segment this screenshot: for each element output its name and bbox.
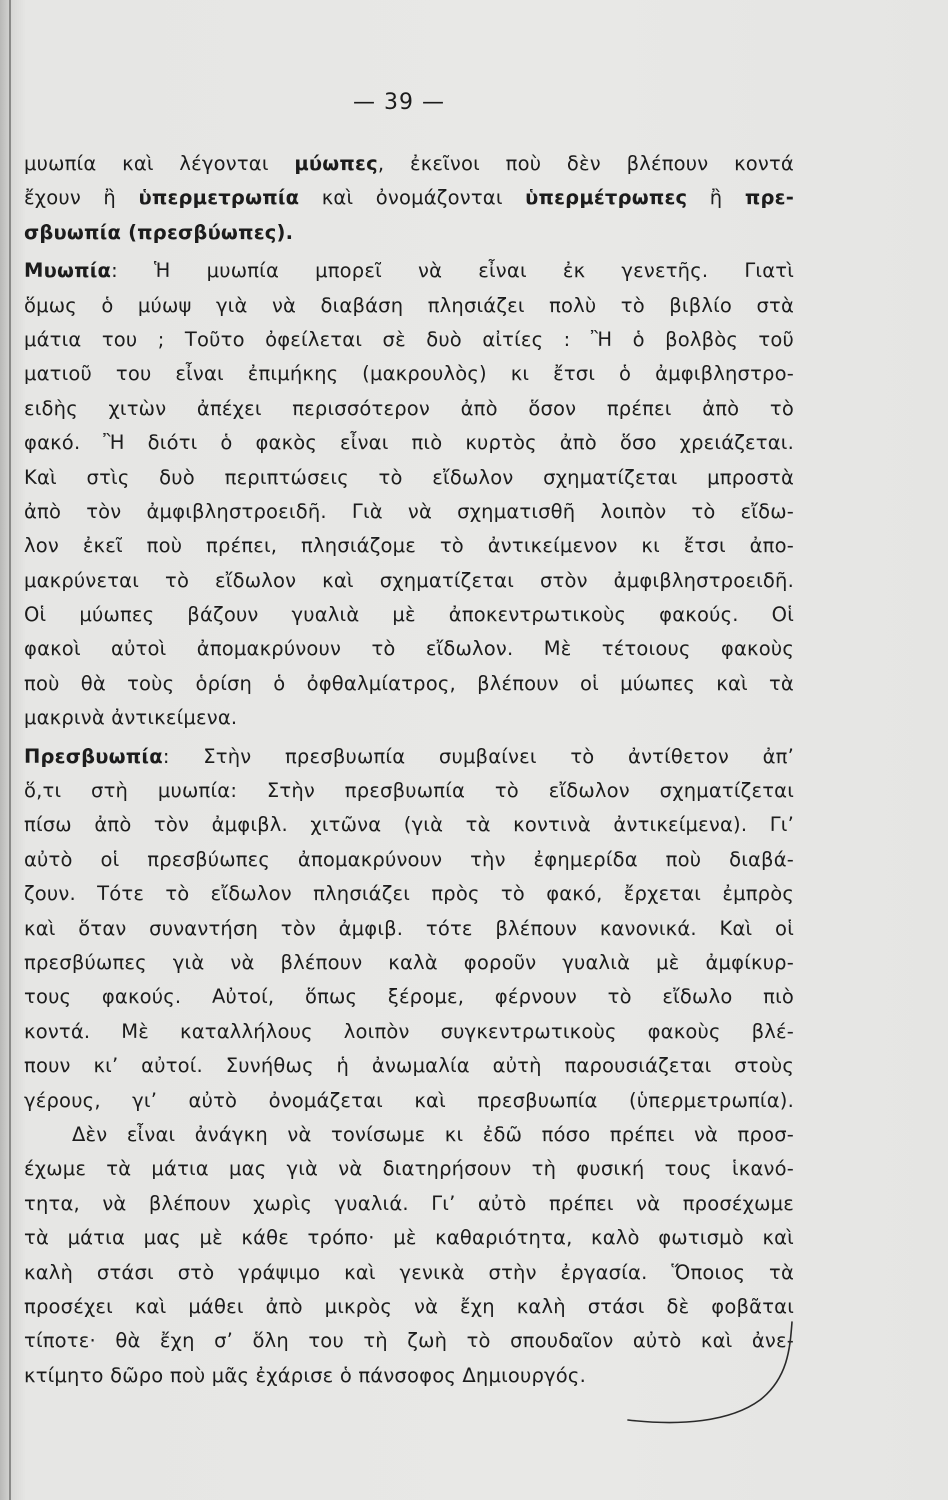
text-line [24,667,794,701]
text-run: Δὲν εἶναι ἀνάγκη νὰ τονίσωμε κι ἐδῶ πόσο πρέπει νὰ προσ- [72,1122,794,1146]
text-run: καὶ ὅταν συναντήση τὸν ἀμφιβ. τότε βλέπουν κανονικά. Καὶ οἱ [24,916,794,940]
text-run: φακοὶ αὐτοὶ ἀπομακρύνουν τὸ εἴδωλον. Μὲ τέτοιους φακοὺς [24,637,794,661]
text-run: πρεσβύωπες γιὰ νὰ βλέπουν καλὰ φοροῦν γυαλιὰ μὲ ἀμφίκυρ- [24,950,794,974]
text-run: έχωμε τὰ μάτια μας γιὰ νὰ διατηρήσουν τὴ φυσική τους ἱκανό- [24,1157,794,1181]
book-spine-edge [9,0,11,1500]
text-run: ζουν. Τότε τὸ εἴδωλον πλησιάζει πρὸς τὸ φακό, ἔρχεται ἐμπρὸς [24,882,794,906]
text-line [24,632,794,666]
text-run: : Στὴν πρεσβυωπία συμβαίνει τὸ ἀντίθετον ἀπ’ [162,744,794,768]
text-run: ὅ,τι στὴ μυωπία: Στὴν πρεσβυωπία τὸ εἴδωλον σχηματίζεται [24,779,794,803]
text-run: ειδὴς χιτὼν ἀπέχει περισσότερον ἀπὸ ὅσον πρέπει ἀπὸ τὸ [24,396,794,420]
text-run: καλὴ στάσι στὸ γράψιμο καὶ γενικὰ στὴν ἐργασία. Ὅποιος τὰ [24,1260,794,1284]
text-line [24,357,794,391]
text-run: : Ἡ μυωπία μπορεῖ νὰ εἶναι ἐκ γενετῆς. Γιατὶ [111,259,794,283]
text-line [24,216,794,250]
text-line [24,1256,794,1290]
text-run: τίποτε· θὰ ἔχη σ’ ὅλη του τὴ ζωὴ τὸ σπουδαῖον αὐτὸ καὶ ἀνε- [24,1329,794,1353]
text-line [24,1221,794,1255]
text-run: μακρύνεται τὸ εἴδωλον καὶ σχηματίζεται στὸν ἀμφιβληστροειδῆ. [24,568,794,592]
text-line [24,289,794,323]
page-number: — 39 — [353,90,445,115]
handwritten-pen-mark [620,1318,800,1428]
text-line [24,701,794,735]
section-heading: Πρεσβυωπία [24,744,163,768]
text-line [24,808,794,842]
text-run: λον ἐκεῖ ποὺ πρέπει, πλησιάζομε τὸ ἀντικείμενον κι ἔτσι ἀπο- [24,534,794,558]
text-line [24,392,794,426]
text-line [24,564,794,598]
text-run: κοντά. Μὲ καταλλήλους λοιπὸν συγκεντρωτικοὺς φακοὺς βλέ- [24,1019,794,1043]
text-run: ἢ [687,186,745,210]
text-line [24,529,794,563]
text-line [24,1152,794,1186]
text-line [24,877,794,911]
text-line [24,1084,794,1118]
text-line [24,912,794,946]
text-line [24,461,794,495]
text-line [24,774,794,808]
text-run: τὰ μάτια μας μὲ κάθε τρόπο· μὲ καθαριότητα, καλὸ φωτισμὸ καὶ [24,1226,794,1250]
text-run: μάτια του ; Τοῦτο ὀφείλεται σὲ δυὸ αἰτίες : Ἢ ὁ βολβὸς τοῦ [24,327,794,351]
emphasized-term: πρε- [744,186,794,210]
text-line [24,946,794,980]
text-run: πουν κι’ αὐτοί. Συνήθως ἡ ἀνωμαλία αὐτὴ παρουσιάζεται στοὺς [24,1054,794,1078]
emphasized-term: ὑπερμέτρωπες [525,186,688,210]
text-run: , ἐκεῖνοι ποὺ δὲν βλέπουν κοντά [377,152,794,175]
text-run: ἀπὸ τὸν ἀμφιβληστροειδῆ. Γιὰ νὰ σχηματισθῆ λοιπὸν τὸ εἴδω- [24,499,794,523]
text-run: φακό. Ἢ διότι ὁ φακὸς εἶναι πιὸ κυρτὸς ἀπὸ ὅσο χρειάζεται. [24,431,794,455]
text-run: προσέχει καὶ μάθει ἀπὸ μικρὸς νὰ ἔχη καλὴ στάσι δὲ φοβᾶται [24,1294,794,1318]
text-line [24,147,794,181]
text-run: μακρινὰ ἀντικείμενα. [24,706,238,730]
text-line [24,1187,794,1221]
text-run: αὐτὸ οἱ πρεσβύωπες ἀπομακρύνουν τὴν ἐφημερίδα ποὺ διαβά- [24,847,794,871]
text-run: καὶ ὀνομάζονται [299,186,526,210]
text-line [24,323,794,357]
emphasized-term: σβυωπία (πρεσβύωπες). [24,220,294,244]
text-run: κτίμητο δῶρο ποὺ μᾶς ἐχάρισε ὁ πάνσοφος Δημιουργός. [24,1363,586,1387]
text-line [24,1015,794,1049]
text-line [24,598,794,632]
emphasized-term: μύωπες [294,152,378,175]
text-run: τητα, νὰ βλέπουν χωρὶς γυαλιά. Γι’ αὐτὸ πρέπει νὰ προσέχωμε [24,1191,794,1215]
text-run: τους φακούς. Αὐτοί, ὅπως ξέρομε, φέρνουν τὸ εἴδωλο πιὸ [24,985,794,1009]
text-line [24,980,794,1014]
text-run: μυωπία καὶ λέγονται [24,152,295,175]
text-line [24,843,794,877]
text-run: πίσω ἀπὸ τὸν ἀμφιβλ. χιτῶνα (γιὰ τὰ κοντινὰ ἀντικείμενα). Γι’ [24,813,794,837]
text-line [24,495,794,529]
text-run: Οἱ μύωπες βάζουν γυαλιὰ μὲ ἀποκεντρωτικοὺς φακούς. Οἱ [24,603,794,627]
text-run: Καὶ στὶς δυὸ περιπτώσεις τὸ εἴδωλον σχηματίζεται μπροστὰ [24,465,794,489]
text-line [24,1049,794,1083]
text-run: ἔχουν ἢ [24,186,139,210]
text-line [24,254,794,288]
text-line [24,181,794,215]
section-heading: Μυωπία [24,259,112,283]
emphasized-term: ὑπερμετρωπία [138,186,300,210]
text-run: γέρους, γι’ αὐτὸ ὀνομάζεται καὶ πρεσβυωπία (ὑπερμετρωπία). [24,1088,794,1112]
text-run: ὅμως ὁ μύωψ γιὰ νὰ διαβάση πλησιάζει πολὺ τὸ βιβλίο στὰ [24,293,794,317]
text-line [24,1118,794,1152]
text-run: ποὺ θὰ τοὺς ὁρίση ὁ ὀφθαλμίατρος, βλέπουν οἱ μύωπες καὶ τὰ [24,671,794,695]
text-line [24,740,794,774]
text-run: ματιοῦ του εἶναι ἐπιμήκης (μακρουλὸς) κι ἔτσι ὁ ἀμφιβληστρο- [24,362,794,386]
body-text [24,147,794,1393]
text-line [24,426,794,460]
